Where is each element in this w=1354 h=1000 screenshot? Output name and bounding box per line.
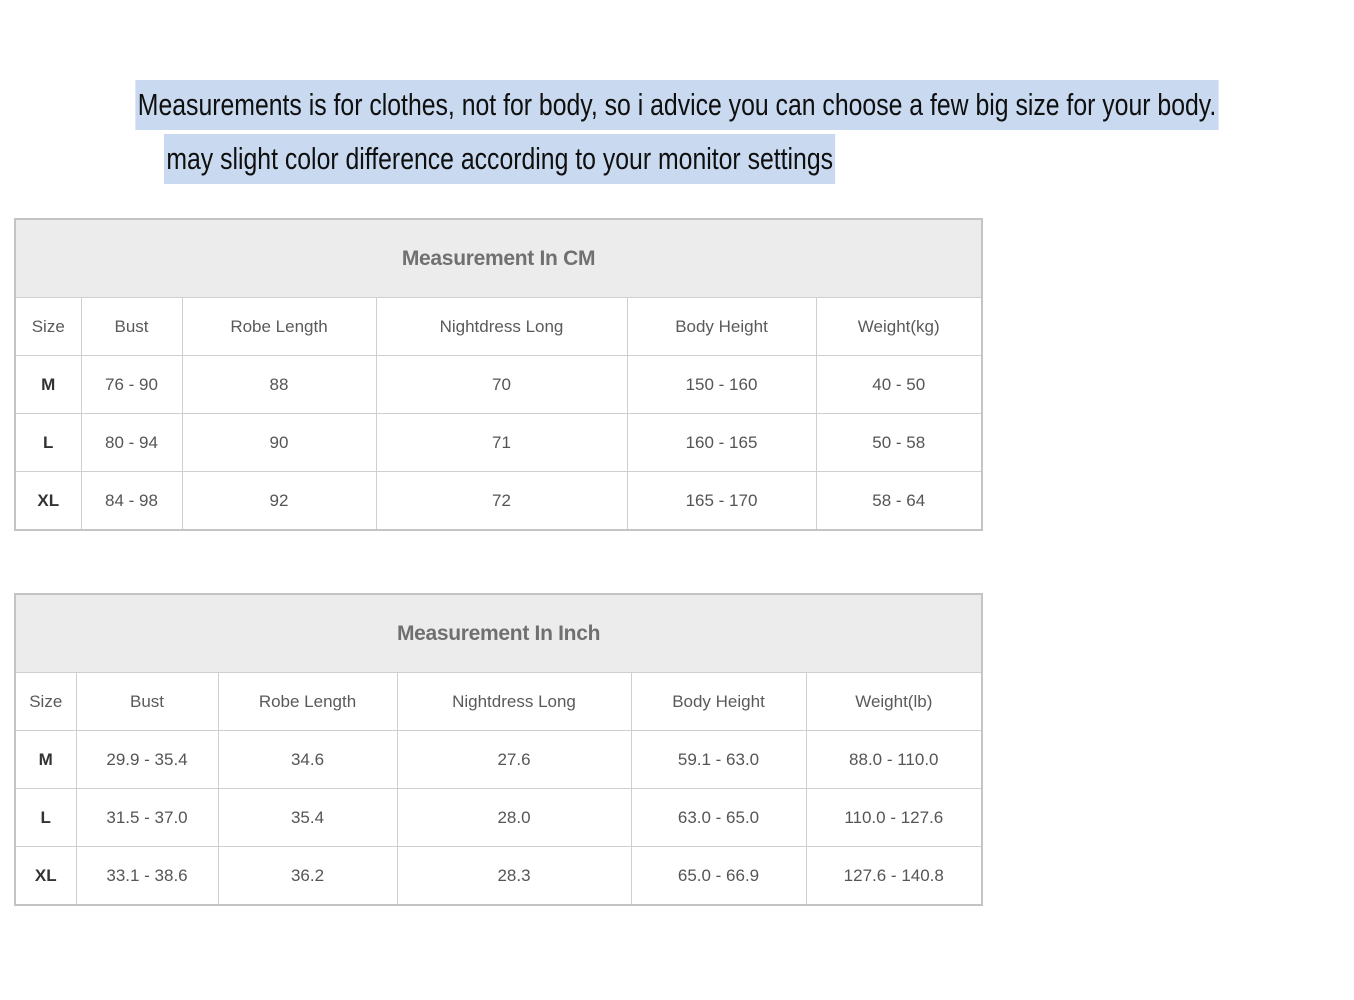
header-weight: Weight(lb) (806, 673, 982, 731)
cm-size-table (14, 218, 983, 531)
robe-length-cell: 34.6 (218, 731, 397, 789)
bust-cell: 33.1 - 38.6 (76, 847, 218, 906)
header-nightdress-long: Nightdress Long (376, 298, 627, 356)
robe-length-cell: 88 (182, 356, 376, 414)
size-notice (0, 80, 1217, 188)
size-cell: XL (15, 847, 76, 906)
header-body-height: Body Height (631, 673, 806, 731)
header-robe-length: Robe Length (218, 673, 397, 731)
notice-line-2: may slight color difference according to your monitor settings (164, 134, 836, 184)
nightdress-long-cell: 28.3 (397, 847, 631, 906)
notice-line-1: Measurements is for clothes, not for body, so i advice you can choose a few big size for your body. (135, 80, 1218, 130)
bust-cell: 29.9 - 35.4 (76, 731, 218, 789)
size-cell: XL (15, 472, 81, 531)
nightdress-long-cell: 28.0 (397, 789, 631, 847)
weight-cell: 127.6 - 140.8 (806, 847, 982, 906)
header-bust: Bust (81, 298, 182, 356)
table-row (15, 731, 982, 789)
size-cell: M (15, 356, 81, 414)
robe-length-cell: 36.2 (218, 847, 397, 906)
nightdress-long-cell: 27.6 (397, 731, 631, 789)
header-weight: Weight(kg) (816, 298, 982, 356)
weight-cell: 40 - 50 (816, 356, 982, 414)
bust-cell: 80 - 94 (81, 414, 182, 472)
nightdress-long-cell: 71 (376, 414, 627, 472)
body-height-cell: 65.0 - 66.9 (631, 847, 806, 906)
header-robe-length: Robe Length (182, 298, 376, 356)
bust-cell: 84 - 98 (81, 472, 182, 531)
weight-cell: 50 - 58 (816, 414, 982, 472)
robe-length-cell: 35.4 (218, 789, 397, 847)
table-row (15, 847, 982, 906)
body-height-cell: 59.1 - 63.0 (631, 731, 806, 789)
weight-cell: 88.0 - 110.0 (806, 731, 982, 789)
header-nightdress-long: Nightdress Long (397, 673, 631, 731)
nightdress-long-cell: 72 (376, 472, 627, 531)
body-height-cell: 150 - 160 (627, 356, 816, 414)
size-cell: L (15, 414, 81, 472)
cm-table-title: Measurement In CM (15, 219, 982, 298)
robe-length-cell: 90 (182, 414, 376, 472)
header-bust: Bust (76, 673, 218, 731)
robe-length-cell: 92 (182, 472, 376, 531)
size-cell: M (15, 731, 76, 789)
header-body-height: Body Height (627, 298, 816, 356)
body-height-cell: 165 - 170 (627, 472, 816, 531)
table-row (15, 356, 982, 414)
table-row (15, 789, 982, 847)
inch-table-title: Measurement In Inch (15, 594, 982, 673)
table-row (15, 472, 982, 531)
size-cell: L (15, 789, 76, 847)
table-row (15, 414, 982, 472)
weight-cell: 58 - 64 (816, 472, 982, 531)
bust-cell: 31.5 - 37.0 (76, 789, 218, 847)
body-height-cell: 63.0 - 65.0 (631, 789, 806, 847)
bust-cell: 76 - 90 (81, 356, 182, 414)
header-size: Size (15, 673, 76, 731)
weight-cell: 110.0 - 127.6 (806, 789, 982, 847)
body-height-cell: 160 - 165 (627, 414, 816, 472)
header-size: Size (15, 298, 81, 356)
nightdress-long-cell: 70 (376, 356, 627, 414)
inch-size-table (14, 593, 983, 906)
